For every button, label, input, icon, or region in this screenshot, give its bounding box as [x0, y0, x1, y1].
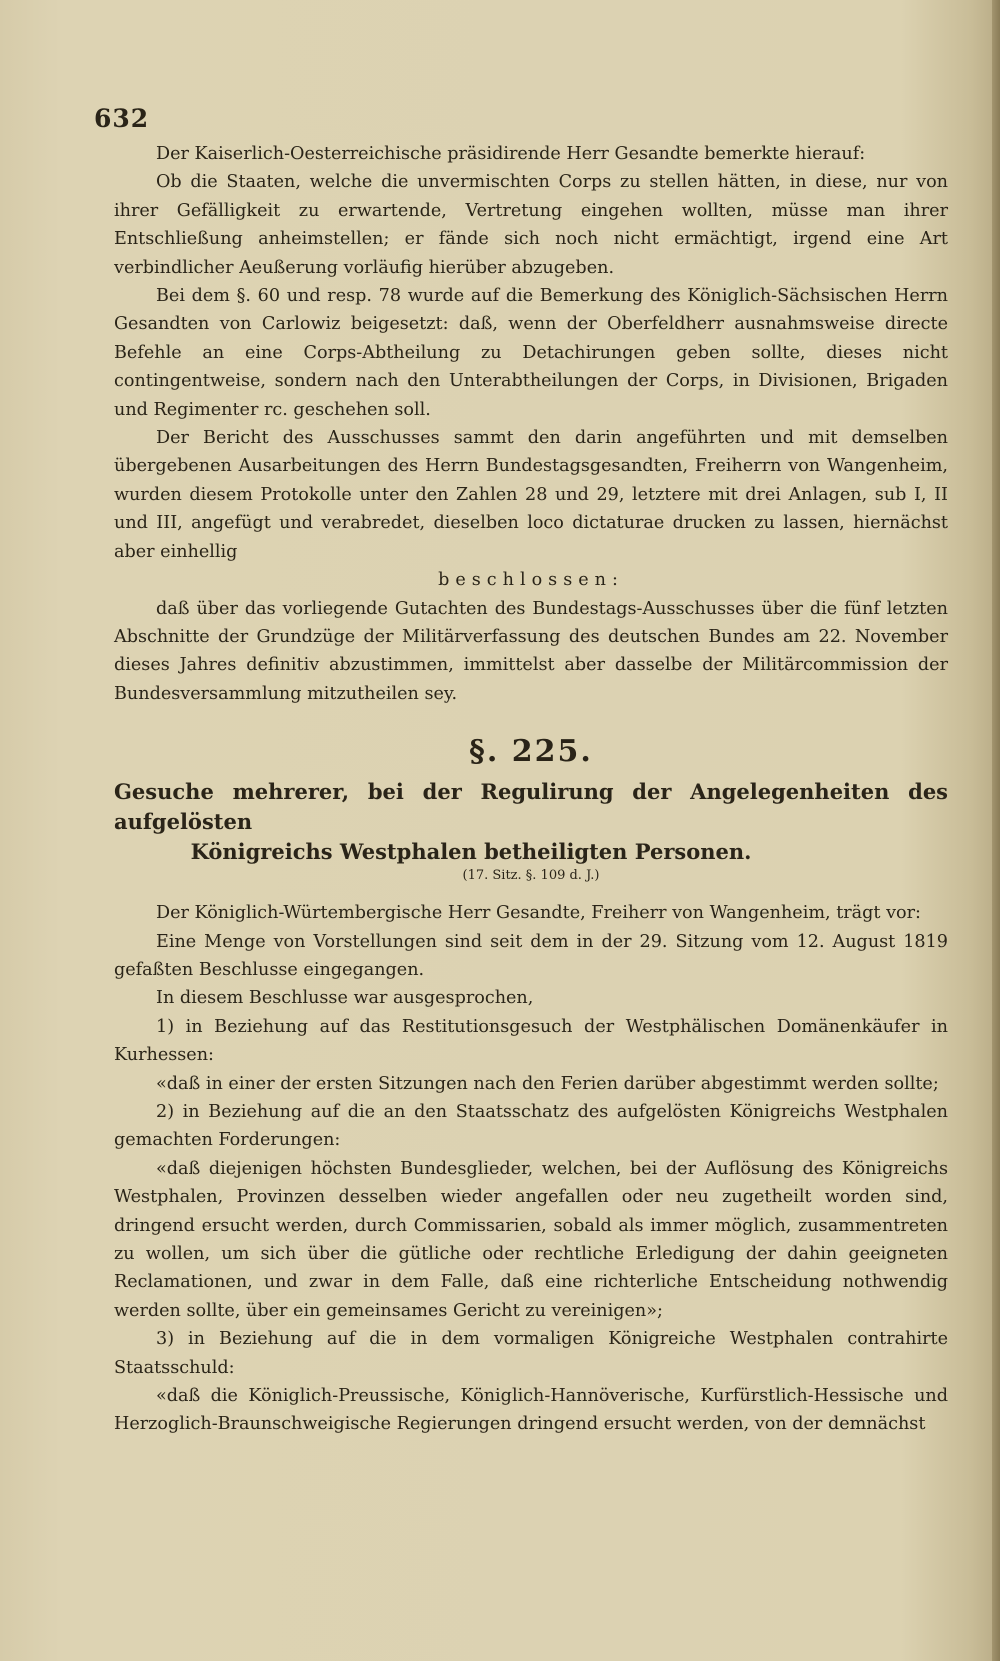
paragraph: Eine Menge von Vorstellungen sind seit dem in der 29. Sitzung vom 12. August 1819 gefaßten Beschlusse eingegangen. [114, 931, 948, 980]
section-reference: (17. Sitz. §. 109 d. J.) [462, 868, 600, 884]
quoted-paragraph: «daß in einer der ersten Sitzungen nach den Ferien darüber abgestimmt werden sollte; [156, 1073, 939, 1094]
paragraph: 3) in Beziehung auf die in dem vormaligen Königreiche Westphalen contrahirte Staatsschuld: [114, 1329, 948, 1378]
paragraph: In diesem Beschlusse war ausgesprochen, [156, 988, 534, 1009]
resolution-heading: beschlossen: [438, 570, 624, 591]
quoted-paragraph: «daß diejenigen höchsten Bundesglieder, welchen, bei der Auflösung des Königreichs Westphalen, Provinzen desselben wieder angefallen oder neu zugetheilt worden sind, dringend ersucht werden, durch Commissarien, sobald als immer möglich, zusammentreten zu wollen, um sich über die gütliche oder rechtliche Erledigung der dahin geeigneten Reclamationen, und zwar in dem Falle, daß eine richterliche Entscheidung nothwendig werden sollte, über ein gemeinsames Gericht zu vereinigen»; [114, 1158, 948, 1321]
paragraph: Der Bericht des Ausschusses sammt den darin angeführten und mit demselben übergebenen Ausarbeitungen des Herrn Bundestagsgesandten, Freiherrn von Wangenheim, wurden diesem Protokolle unter den Zahlen 28 und 29, letztere mit drei Anlagen, sub I, II und III, angefügt und verabredet, dieselben loco dictaturae drucken zu lassen, hiernächst aber einhellig [114, 428, 948, 562]
section-number: §. 225. [469, 734, 593, 770]
paragraph: Der Königlich-Würtembergische Herr Gesandte, Freiherr von Wangenheim, trägt vor: [156, 903, 921, 924]
binding-edge [992, 0, 1000, 1661]
paragraph: Ob die Staaten, welche die unvermischten Corps zu stellen hätten, in diese, nur von ihrer Gefälligkeit zu erwartende, Vertretung eingehen wollten, müsse man ihrer Entschließung anheimstellen; er fände sich noch nicht ermächtigt, irgend eine Art verbindlicher Aeußerung vorläufig hierüber abzugeben. [114, 172, 948, 278]
quoted-paragraph: «daß die Königlich-Preussische, Königlich-Hannöverische, Kurfürstlich-Hessische und Herzoglich-Braunschweigische Regierungen dringend ersucht werden, von der demnächst [114, 1386, 948, 1435]
paragraph: 2) in Beziehung auf die an den Staatsschatz des aufgelösten Königreichs Westphalen gemachten Forderungen: [114, 1101, 948, 1151]
paragraph: 1) in Beziehung auf das Restitutionsgesuch der Westphälischen Domänenkäufer in Kurhessen: [114, 1016, 948, 1066]
section-title-line-2: Königreichs Westphalen betheiligten Personen. [190, 839, 752, 865]
section-title-line-1: Gesuche mehrerer, bei der Regulirung der Angelegenheiten des aufgelösten [114, 779, 948, 835]
page-number: 632 [94, 104, 150, 133]
paragraph: Der Kaiserlich-Oesterreichische präsidirende Herr Gesandte bemerkte hierauf: [156, 144, 866, 164]
section-body [114, 899, 948, 1439]
paragraph: Bei dem §. 60 und resp. 78 wurde auf die Bemerkung des Königlich-Sächsischen Herrn Gesandten von Carlowiz beigesetzt: daß, wenn der Oberfeldherr ausnahmsweise directe Befehle an eine Corps-Abtheilung zu Detachirungen geben sollte, dieses nicht contingentweise, sondern nach den Unterabtheilungen der Corps, in Divisionen, Brigaden und Regimenter rc. geschehen soll. [114, 286, 948, 420]
page-text [114, 140, 948, 1439]
resolution-text: daß über das vorliegende Gutachten des Bundestags-Ausschusses über die fünf letzten Abschnitte der Grundzüge der Militärverfassung des deutschen Bundes am 22. November dieses Jahres definitiv abzustimmen, immittelst aber dasselbe der Militärcommission der Bundesversammlung mitzutheilen sey. [114, 598, 948, 704]
